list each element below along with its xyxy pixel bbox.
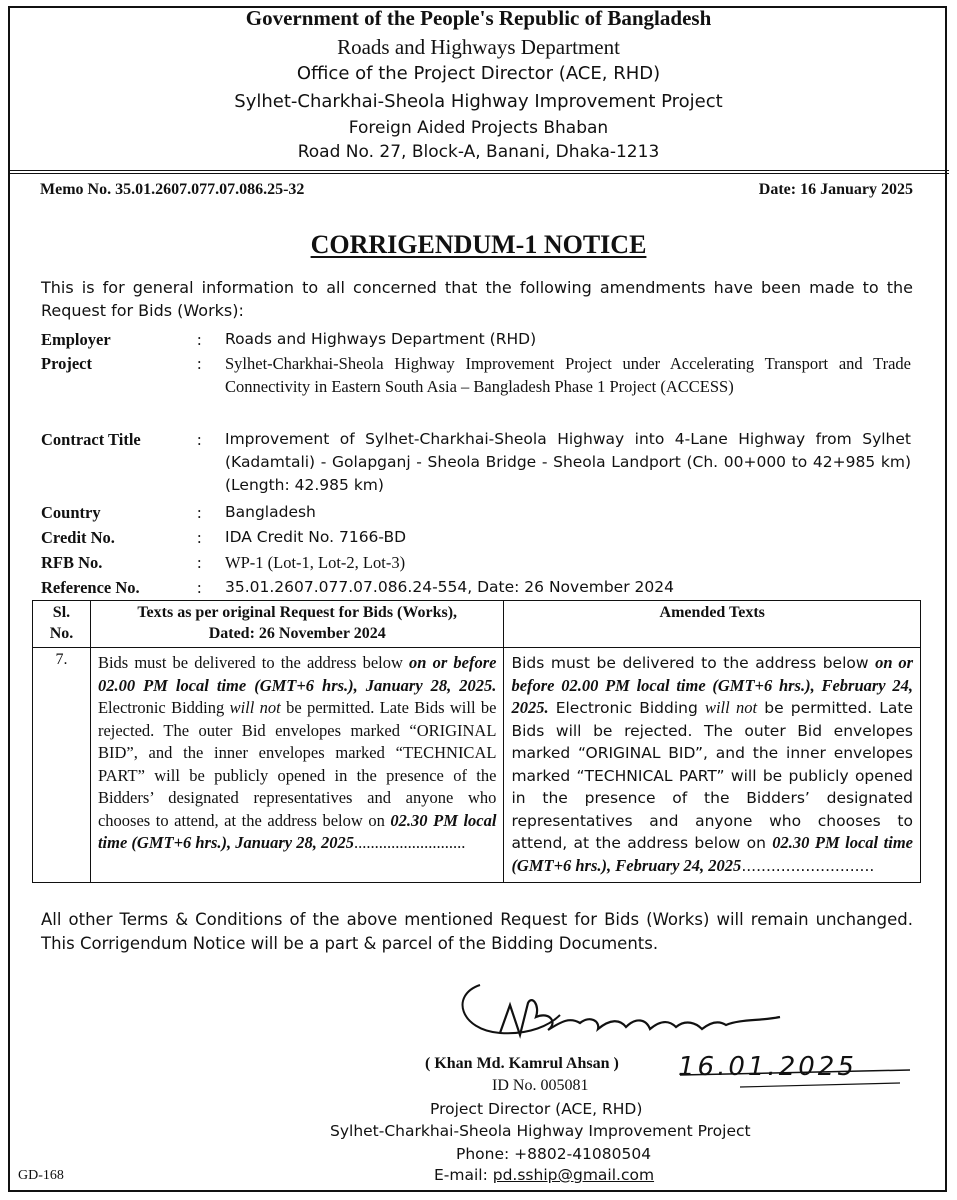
amended-text bbox=[505, 649, 919, 881]
header-address: Road No. 27, Block-A, Banani, Dhaka-1213 bbox=[297, 142, 660, 162]
signatory-email bbox=[434, 1166, 654, 1184]
header-department: Roads and Highways Department bbox=[337, 35, 620, 59]
detail-value: Sylhet-Charkhai-Sheola Highway Improvement Project under Accelerating Transport and Trade Connectivity in Eastern South Asia – Bangladesh Phase 1 Project (ACCESS) bbox=[225, 354, 911, 396]
original-text bbox=[92, 649, 502, 859]
signatory-phone: Phone: +8802-41080504 bbox=[456, 1145, 652, 1163]
signatory-id: ID No. 005081 bbox=[492, 1077, 589, 1094]
email-link[interactable]: pd.sship@gmail.com bbox=[492, 1166, 655, 1184]
header-project: Sylhet-Charkhai-Sheola Highway Improvement Project bbox=[234, 91, 723, 112]
text-run: ........................... bbox=[741, 856, 875, 875]
emphasis-opening-time: 02.30 PM local time (GMT+6 hrs.), February 24, 2025 bbox=[511, 833, 913, 875]
detail-value: Improvement of Sylhet-Charkhai-Sheola Highway into 4-Lane Highway from Sylhet (Kadamtali) - Golapganj - Sheola Bridge - Sheola Landport (Ch. 00+000 to 42+985 km) (Length: 42.985 km) bbox=[225, 430, 911, 494]
emphasis-will-not: will not bbox=[704, 698, 758, 717]
signatory-project: Sylhet-Charkhai-Sheola Highway Improvement Project bbox=[330, 1122, 751, 1140]
text-run: ........................... bbox=[353, 833, 466, 852]
detail-key: Contract Title bbox=[41, 430, 141, 449]
detail-key: Credit No. bbox=[41, 528, 115, 547]
closing-paragraph: All other Terms & Conditions of the above mentioned Request for Bids (Works) will remain unchanged. This Corrigendum Notice will be a part & parcel of the Bidding Documents. bbox=[41, 910, 913, 953]
detail-value: 35.01.2607.077.07.086.24-554, Date: 26 November 2024 bbox=[225, 578, 674, 596]
footer-code: GD-168 bbox=[18, 1168, 64, 1183]
detail-value: IDA Credit No. 7166-BD bbox=[225, 528, 407, 546]
handwritten-date: 16.01.2025 bbox=[678, 1052, 857, 1082]
text-run: Electronic Bidding bbox=[548, 699, 705, 717]
header-amended-text: Amended Texts bbox=[504, 601, 921, 648]
email-label: E-mail: bbox=[434, 1166, 493, 1184]
detail-colon: : bbox=[197, 553, 202, 572]
detail-key: Employer bbox=[41, 330, 111, 349]
detail-key: Project bbox=[41, 354, 92, 373]
detail-colon: : bbox=[197, 528, 202, 547]
header-government: Government of the People's Republic of Bangladesh bbox=[245, 6, 712, 30]
detail-colon: : bbox=[197, 354, 202, 373]
header-divider bbox=[8, 170, 949, 171]
memo-date: Date: 16 January 2025 bbox=[758, 181, 913, 198]
memo-number: Memo No. 35.01.2607.077.07.086.25-32 bbox=[40, 181, 305, 198]
header-building: Foreign Aided Projects Bhaban bbox=[348, 118, 609, 138]
emphasis-deadline: on or before 02.00 PM local time (GMT+6 hrs.), January 28, 2025. bbox=[97, 653, 497, 695]
row-sl-no: 7. bbox=[33, 648, 91, 883]
detail-colon: : bbox=[197, 430, 202, 449]
amendment-table bbox=[32, 600, 921, 883]
text-run: be permitted. Late Bids will be rejected. The outer Bid envelopes marked “ORIGINAL BID”, and the inner envelopes marked “TECHNICAL PART” will be publicly opened in the presence of the Bidders’ designated representatives and anyone who chooses to attend, at the address below on bbox=[97, 698, 497, 830]
header-original-text: Texts as per original Request for Bids (Works), Dated: 26 November 2024 bbox=[90, 601, 503, 648]
detail-value: Bangladesh bbox=[225, 503, 316, 521]
detail-value: WP-1 (Lot-1, Lot-2, Lot-3) bbox=[225, 553, 406, 572]
text-run: be permitted. Late Bids will be rejected. The outer Bid envelopes marked “ORIGINAL BID”, and the inner envelopes marked “TECHNICAL PART” will be publicly opened in the presence of the Bidders’ designated representatives and anyone who chooses to attend, at the address below on bbox=[511, 699, 913, 852]
header-office: Office of the Project Director (ACE, RHD) bbox=[296, 63, 661, 84]
text-run: Bids must be delivered to the address below bbox=[511, 654, 876, 672]
text-run: Electronic Bidding bbox=[97, 698, 230, 717]
emphasis-deadline: on or before 02.00 PM local time (GMT+6 hrs.), February 24, 2025. bbox=[511, 653, 913, 717]
signatory-designation: Project Director (ACE, RHD) bbox=[430, 1100, 643, 1118]
intro-paragraph: This is for general information to all concerned that the following amendments have been made to the Request for Bids (Works): bbox=[41, 278, 913, 320]
emphasis-will-not: will not bbox=[229, 698, 281, 717]
detail-colon: : bbox=[197, 503, 202, 522]
detail-key: Reference No. bbox=[41, 578, 140, 597]
text-run: Bids must be delivered to the address below bbox=[97, 653, 410, 672]
table-header-row bbox=[33, 601, 921, 648]
detail-key: Country bbox=[41, 503, 101, 522]
notice-title: CORRIGENDUM-1 NOTICE bbox=[310, 230, 647, 259]
amended-text-cell bbox=[504, 648, 921, 883]
detail-key: RFB No. bbox=[41, 553, 103, 572]
header-divider-2 bbox=[8, 173, 949, 174]
signatory-name: ( Khan Md. Kamrul Ahsan ) bbox=[425, 1055, 619, 1072]
header-sl-no: Sl. No. bbox=[33, 601, 91, 648]
table-row bbox=[33, 648, 921, 883]
detail-value: Roads and Highways Department (RHD) bbox=[225, 330, 537, 348]
detail-colon: : bbox=[197, 578, 202, 597]
original-text-cell bbox=[90, 648, 503, 883]
detail-colon: : bbox=[197, 330, 202, 349]
emphasis-opening-time: 02.30 PM local time (GMT+6 hrs.), January 28, 2025 bbox=[97, 810, 497, 852]
